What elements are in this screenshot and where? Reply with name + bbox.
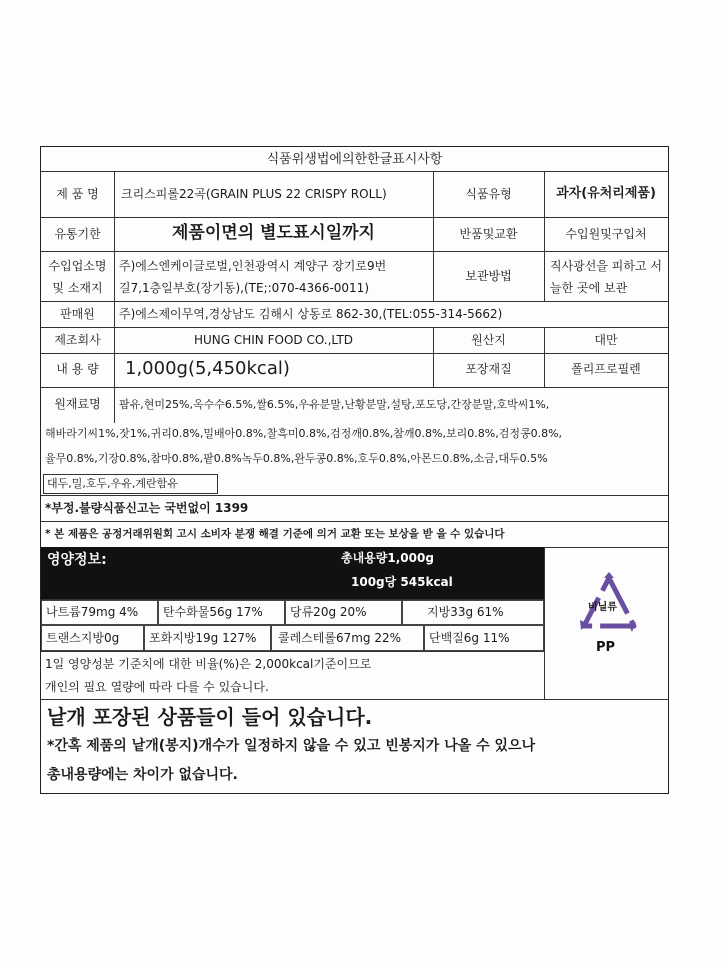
sugars-cell (285, 600, 402, 625)
ingredients-label: 원재료명 (54, 397, 101, 411)
protein-cell (424, 625, 544, 651)
storage-label: 보관방법 (465, 269, 512, 283)
row-divider (41, 301, 668, 302)
sat-fat-text: 포화지방19g 127% (149, 631, 257, 645)
col-divider (114, 387, 115, 423)
allergy-box (43, 474, 218, 494)
origin-label: 원산지 (471, 333, 506, 347)
origin-value: 대만 (594, 333, 618, 347)
bottom-headline: 낱개 포장된 상품들이 들어 있습니다. (47, 705, 373, 729)
importer-label-line1: 수입업소명 (48, 259, 107, 273)
row-divider (41, 217, 668, 218)
recycle-label: 비닐류 (588, 602, 617, 613)
col-divider (114, 171, 115, 387)
storage-value-line2: 늘한 곳에 보관 (550, 281, 628, 295)
importer-value-line2: 길7,1층일부호(장기동),(TE;:070-4366-0011) (119, 281, 370, 295)
nutrition-footnote-line2: 개인의 필요 열량에 따라 다를 수 있습니다. (45, 680, 269, 694)
row-divider (41, 327, 668, 328)
cholesterol-text: 콜레스테롤67mg 22% (278, 631, 402, 645)
row-divider (41, 353, 668, 354)
nutrition-per100: 100g당 545kcal (351, 575, 453, 589)
sodium-cell (41, 600, 158, 625)
nutrition-footnote-line1: 1일 영양성분 기준치에 대한 비율(%)은 2,000kcal기준이므로 (45, 657, 372, 671)
nutrition-header-band (41, 547, 544, 599)
manufacturer-value: HUNG CHIN FOOD CO.,LTD (193, 333, 354, 347)
label-title: 식품위생법에의한한글표시사항 (266, 152, 443, 167)
ingredients-line2: 해바라기씨1%,잣1%,귀리0.8%,밀배아0.8%,찰흑미0.8%,검정깨0.8%,참깨0.8%,보리0.8%,검정콩0.8%, (45, 427, 563, 440)
trans-fat-cell (41, 625, 144, 651)
sat-fat-cell (144, 625, 271, 651)
row-divider (41, 521, 668, 522)
sugars-text: 당류20g 20% (290, 605, 367, 619)
ingredients-line1: 팜유,현미25%,옥수수6.5%,쌀6.5%,우유분말,난황분말,설탕,포도당,간장분말,호박씨1%, (119, 398, 550, 411)
row-divider (41, 251, 668, 252)
seller-value: 주)에스제이무역,경상남도 김해시 상동로 862-30,(TEL:055-314-5662) (119, 307, 503, 321)
row-divider (41, 387, 668, 388)
expiry-label: 유통기한 (54, 227, 101, 241)
content-label: 내 용 량 (56, 362, 99, 376)
report-notice: *부정.불량식품신고는 국번없이 1399 (45, 501, 249, 515)
carbs-text: 탄수화물56g 17% (163, 605, 263, 619)
packaging-label: 포장재질 (465, 362, 512, 376)
returns-label: 반품및교환 (459, 227, 518, 241)
col-divider (544, 547, 545, 699)
sodium-text: 나트륨79mg 4% (46, 605, 139, 619)
recycle-mark (576, 572, 642, 662)
packaging-value: 폴리프로필렌 (571, 362, 641, 376)
bottom-note-line2: 총내용량에는 차이가 없습니다. (47, 767, 238, 783)
cholesterol-cell (271, 625, 424, 651)
row-divider (41, 699, 668, 700)
recycle-material: PP (596, 640, 616, 655)
expiry-value: 제품이면의 별도표시일까지 (172, 223, 375, 243)
row-divider (41, 171, 668, 172)
storage-value-line1: 직사광선을 피하고 서 (550, 259, 662, 273)
returns-value: 수입원및구입처 (565, 227, 647, 241)
fat-text: 지방33g 61% (427, 605, 504, 619)
row-divider (41, 651, 544, 652)
seller-label: 판매원 (60, 307, 95, 321)
product-name-label: 제 품 명 (56, 187, 99, 201)
protein-text: 단백질6g 11% (429, 631, 510, 645)
trans-fat-text: 트랜스지방0g (46, 631, 120, 645)
fat-cell (402, 600, 544, 625)
manufacturer-label: 제조회사 (54, 333, 101, 347)
importer-label-line2: 및 소재지 (52, 281, 103, 295)
nutrition-total: 총내용량1,000g (341, 551, 434, 565)
product-name-value: 크리스피롤22곡(GRAIN PLUS 22 CRISPY ROLL) (121, 187, 387, 201)
allergy-text: 대두,밀,호두,우유,계란함유 (47, 477, 178, 490)
compensation-notice: * 본 제품은 공정거래위원회 고시 소비자 분쟁 해결 기준에 의거 교환 또는 보상을 받 을 수 있습니다 (45, 528, 505, 540)
nutrition-title: 영양정보: (47, 552, 107, 568)
food-type-label: 식품유형 (465, 187, 512, 201)
bottom-note-line1: *간혹 제품의 낱개(봉지)개수가 일정하지 않을 수 있고 빈봉지가 나올 수 있으나 (47, 738, 536, 754)
row-divider (41, 495, 668, 496)
food-type-value: 과자(유처리제품) (556, 186, 656, 201)
food-label (40, 146, 669, 794)
carbs-cell (158, 600, 285, 625)
importer-value-line1: 주)에스엔케이글로벌,인천광역시 계양구 장기로9번 (119, 259, 387, 273)
ingredients-line3: 율무0.8%,기장0.8%,참마0.8%,팥0.8%녹두0.8%,완두콩0.8%,호두0.8%,아몬드0.8%,소금,대두0.5% (45, 452, 548, 465)
content-value: 1,000g(5,450kcal) (125, 358, 290, 379)
